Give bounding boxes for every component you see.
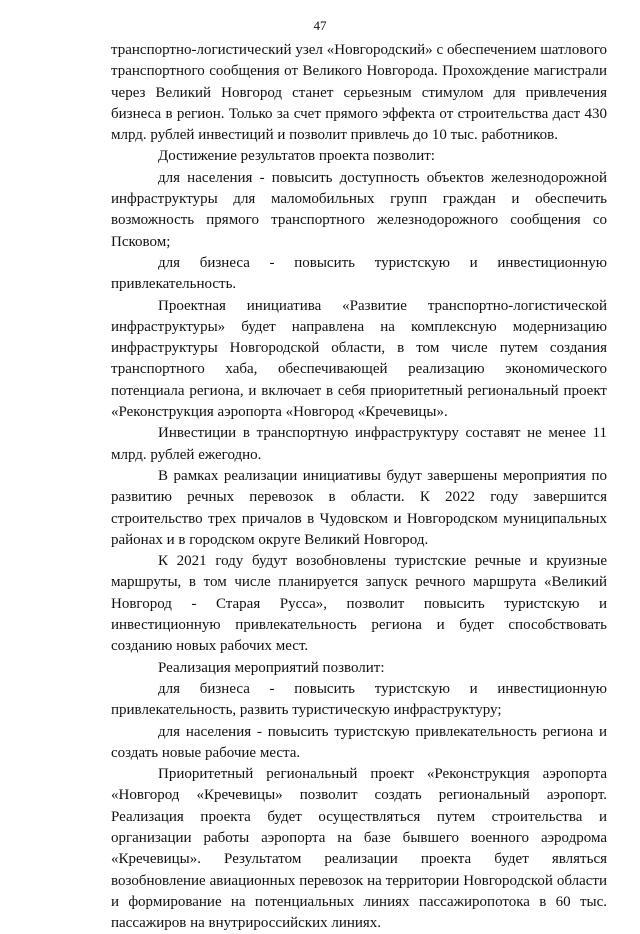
paragraph-11: для населения - повысить туристскую привлекательность региона и создать новые рабочие места. (111, 723, 607, 761)
document-body (111, 40, 607, 934)
paragraph-4: для бизнеса - повысить туристскую и инвестиционную привлекательность. (111, 254, 607, 293)
paragraph-5: Проектная инициатива «Развитие транспортно-логистической инфраструктуры» будет направлена на комплексную модернизацию инфраструктуры Новгородской области, в том числе путем создания транспортного хаба, обеспечивающей реализацию экономического потенциала региона, и включает в себя приоритетный региональный проект «Реконструкция аэропорта «Новгород «Кречевицы». (111, 297, 607, 421)
paragraph-6: Инвестиции в транспортную инфраструктуру составят не менее 11 млрд. рублей ежегодно. (111, 425, 607, 463)
paragraph-7: В рамках реализации инициативы будут завершены мероприятия по развитию речных перевозок в области. К 2022 году завершится строительство трех причалов в Чудовском и Новгородском муниципальных районах и в городском округе Великий Новгород. (111, 467, 607, 548)
page-number: 47 (313, 18, 327, 33)
paragraph-10: для бизнеса - повысить туристскую и инвестиционную привлекательность, развить туристическую инфраструктуру; (111, 680, 607, 719)
paragraph-9: Реализация мероприятий позволит: (158, 659, 385, 676)
paragraph-2: Достижение результатов проекта позволит: (158, 148, 435, 165)
paragraph-8: К 2021 году будут возобновлены туристские речные и круизные маршруты, в том числе планируется запуск речного маршрута «Великий Новгород - Старая Русса», позволит повысить туристскую и инвестиционную привлекательность региона и будет способствовать созданию новых рабочих мест. (111, 553, 607, 655)
paragraph-3: для населения - повысить доступность объектов железнодорожной инфраструктуры для маломобильных групп граждан и обеспечить возможность прямого транспортного железнодорожного сообщения со Псковом; (111, 169, 607, 250)
paragraph-12: Приоритетный региональный проект «Реконструкция аэропорта «Новгород «Кречевицы» позволит создать региональный аэропорт. Реализация проекта будет осуществляться путем строительства и организации работы аэропорта на базе бывшего военного аэродрома «Кречевицы». Результатом реализации проекта будет являться возобновление авиационных перевозок на территории Новгородской области и формирование на потенциальных линиях пассажиропотока в 60 тыс. пассажиров на внутрироссийских линиях. (111, 766, 607, 932)
paragraph-1: транспортно-логистический узел «Новгородский» с обеспечением шатлового транспортного сообщения от Великого Новгорода. Прохождение магистрали через Великий Новгород станет серьезным стимулом для привлечения бизнеса в регион. Только за счет прямого эффекта от строительства даст 430 млрд. рублей инвестиций и позволит привлечь до 10 тыс. работников. (111, 42, 607, 144)
